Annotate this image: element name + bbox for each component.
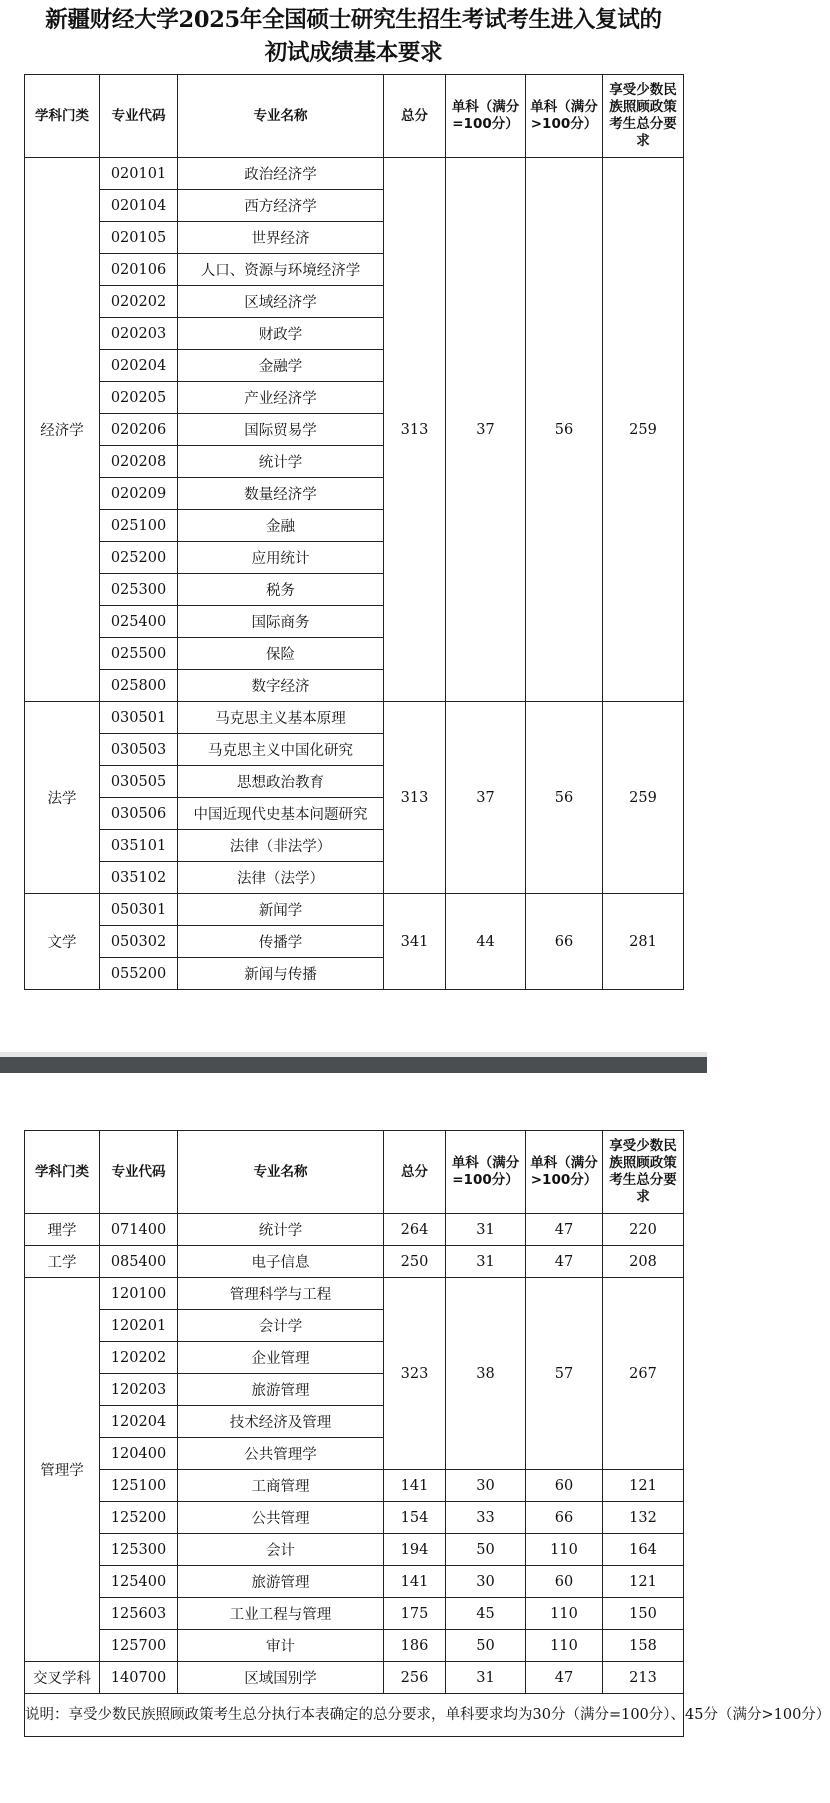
major-name-cell: 税务 — [178, 574, 384, 606]
major-code-cell: 120100 — [100, 1278, 178, 1310]
table-row — [25, 1630, 684, 1662]
major-name-cell: 国际贸易学 — [178, 414, 384, 446]
major-code-cell: 025100 — [100, 510, 178, 542]
major-name-cell: 金融学 — [178, 350, 384, 382]
major-name-cell: 产业经济学 — [178, 382, 384, 414]
category-cell: 工学 — [25, 1246, 100, 1278]
total-score-cell: 154 — [384, 1502, 446, 1534]
major-name-cell: 公共管理学 — [178, 1438, 384, 1470]
header-single-100: 单科（满分=100分） — [446, 75, 526, 158]
major-code-cell: 020101 — [100, 158, 178, 190]
total-score-cell: 313 — [384, 702, 446, 894]
header-category: 学科门类 — [25, 75, 100, 158]
major-code-cell: 030501 — [100, 702, 178, 734]
major-name-cell: 法律（法学） — [178, 862, 384, 894]
major-name-cell: 金融 — [178, 510, 384, 542]
minority-score-cell: 132 — [603, 1502, 684, 1534]
major-code-cell: 125200 — [100, 1502, 178, 1534]
major-code-cell: 020206 — [100, 414, 178, 446]
major-name-cell: 电子信息 — [178, 1246, 384, 1278]
minority-score-cell: 267 — [603, 1278, 684, 1470]
table-row — [25, 1566, 684, 1598]
major-code-cell: 125100 — [100, 1470, 178, 1502]
single-over-100-cell: 56 — [526, 702, 603, 894]
major-name-cell: 统计学 — [178, 1214, 384, 1246]
single-100-cell: 50 — [446, 1534, 526, 1566]
table-row — [25, 1534, 684, 1566]
title-line-2: 初试成绩基本要求 — [264, 40, 443, 66]
single-100-cell: 38 — [446, 1278, 526, 1470]
single-100-cell: 30 — [446, 1470, 526, 1502]
major-name-cell: 思想政治教育 — [178, 766, 384, 798]
table-row — [25, 158, 684, 190]
major-name-cell: 会计 — [178, 1534, 384, 1566]
total-score-cell: 313 — [384, 158, 446, 702]
major-name-cell: 传播学 — [178, 926, 384, 958]
single-100-cell: 31 — [446, 1214, 526, 1246]
major-code-cell: 035102 — [100, 862, 178, 894]
minority-score-cell: 213 — [603, 1662, 684, 1694]
single-over-100-cell: 110 — [526, 1534, 603, 1566]
total-score-cell: 256 — [384, 1662, 446, 1694]
minority-score-cell: 259 — [603, 702, 684, 894]
major-code-cell: 120204 — [100, 1406, 178, 1438]
major-name-cell: 管理科学与工程 — [178, 1278, 384, 1310]
major-name-cell: 工业工程与管理 — [178, 1598, 384, 1630]
header-single-100: 单科（满分=100分） — [446, 1131, 526, 1214]
major-name-cell: 中国近现代史基本问题研究 — [178, 798, 384, 830]
major-code-cell: 020203 — [100, 318, 178, 350]
header-name: 专业名称 — [178, 75, 384, 158]
major-code-cell: 055200 — [100, 958, 178, 990]
single-over-100-cell: 47 — [526, 1246, 603, 1278]
total-score-cell: 323 — [384, 1278, 446, 1470]
major-name-cell: 新闻学 — [178, 894, 384, 926]
major-name-cell: 应用统计 — [178, 542, 384, 574]
header-code: 专业代码 — [100, 1131, 178, 1214]
major-code-cell: 030506 — [100, 798, 178, 830]
major-name-cell: 马克思主义基本原理 — [178, 702, 384, 734]
table-header-row — [25, 75, 684, 158]
major-code-cell: 085400 — [100, 1246, 178, 1278]
total-score-cell: 141 — [384, 1470, 446, 1502]
single-over-100-cell: 47 — [526, 1662, 603, 1694]
single-100-cell: 44 — [446, 894, 526, 990]
major-name-cell: 世界经济 — [178, 222, 384, 254]
category-cell: 理学 — [25, 1214, 100, 1246]
total-score-cell: 341 — [384, 894, 446, 990]
total-score-cell: 264 — [384, 1214, 446, 1246]
note-row — [25, 1694, 684, 1737]
single-100-cell: 50 — [446, 1630, 526, 1662]
major-name-cell: 旅游管理 — [178, 1374, 384, 1406]
major-name-cell: 企业管理 — [178, 1342, 384, 1374]
major-code-cell: 020105 — [100, 222, 178, 254]
minority-score-cell: 259 — [603, 158, 684, 702]
header-single-over-100: 单科（满分>100分） — [526, 1131, 603, 1214]
major-code-cell: 025400 — [100, 606, 178, 638]
single-over-100-cell: 66 — [526, 1502, 603, 1534]
total-score-cell: 186 — [384, 1630, 446, 1662]
minority-score-cell: 150 — [603, 1598, 684, 1630]
major-code-cell: 025200 — [100, 542, 178, 574]
major-code-cell: 125603 — [100, 1598, 178, 1630]
table-row — [25, 1502, 684, 1534]
single-over-100-cell: 47 — [526, 1214, 603, 1246]
table-row — [25, 1278, 684, 1310]
major-name-cell: 马克思主义中国化研究 — [178, 734, 384, 766]
page-separator — [0, 1057, 707, 1073]
major-code-cell: 020204 — [100, 350, 178, 382]
single-100-cell: 31 — [446, 1662, 526, 1694]
single-over-100-cell: 60 — [526, 1470, 603, 1502]
table-row — [25, 1214, 684, 1246]
header-category: 学科门类 — [25, 1131, 100, 1214]
category-cell: 管理学 — [25, 1278, 100, 1662]
single-100-cell: 31 — [446, 1246, 526, 1278]
score-table-2 — [24, 1130, 830, 1737]
major-code-cell: 020106 — [100, 254, 178, 286]
header-minority: 享受少数民族照顾政策考生总分要求 — [603, 1131, 684, 1214]
major-code-cell: 050301 — [100, 894, 178, 926]
major-name-cell: 国际商务 — [178, 606, 384, 638]
major-name-cell: 区域经济学 — [178, 286, 384, 318]
single-over-100-cell: 110 — [526, 1598, 603, 1630]
total-score-cell: 194 — [384, 1534, 446, 1566]
major-name-cell: 会计学 — [178, 1310, 384, 1342]
minority-score-cell: 208 — [603, 1246, 684, 1278]
single-100-cell: 37 — [446, 158, 526, 702]
single-100-cell: 33 — [446, 1502, 526, 1534]
header-total: 总分 — [384, 75, 446, 158]
total-score-cell: 250 — [384, 1246, 446, 1278]
major-name-cell: 统计学 — [178, 446, 384, 478]
major-name-cell: 财政学 — [178, 318, 384, 350]
major-name-cell: 西方经济学 — [178, 190, 384, 222]
category-cell: 经济学 — [25, 158, 100, 702]
major-name-cell: 政治经济学 — [178, 158, 384, 190]
major-code-cell: 120202 — [100, 1342, 178, 1374]
major-code-cell: 125700 — [100, 1630, 178, 1662]
table-row — [25, 1598, 684, 1630]
single-100-cell: 45 — [446, 1598, 526, 1630]
major-code-cell: 020202 — [100, 286, 178, 318]
single-over-100-cell: 60 — [526, 1566, 603, 1598]
major-name-cell: 公共管理 — [178, 1502, 384, 1534]
title-line-1: 新疆财经大学2025年全国硕士研究生招生考试考生进入复试的 — [45, 7, 662, 33]
table-row — [25, 1662, 684, 1694]
total-score-cell: 175 — [384, 1598, 446, 1630]
major-name-cell: 区域国别学 — [178, 1662, 384, 1694]
major-code-cell: 125300 — [100, 1534, 178, 1566]
minority-score-cell: 121 — [603, 1566, 684, 1598]
major-name-cell: 技术经济及管理 — [178, 1406, 384, 1438]
major-code-cell: 025500 — [100, 638, 178, 670]
minority-score-cell: 164 — [603, 1534, 684, 1566]
major-name-cell: 法律（非法学） — [178, 830, 384, 862]
note-text: 说明：享受少数民族照顾政策考生总分执行本表确定的总分要求，单科要求均为30分（满分=100分）、45分（满分>100分） — [25, 1694, 684, 1737]
major-code-cell: 050302 — [100, 926, 178, 958]
category-cell: 法学 — [25, 702, 100, 894]
major-name-cell: 数字经济 — [178, 670, 384, 702]
header-minority: 享受少数民族照顾政策考生总分要求 — [603, 75, 684, 158]
major-name-cell: 旅游管理 — [178, 1566, 384, 1598]
score-table-1 — [24, 74, 684, 990]
table-header-row — [25, 1131, 684, 1214]
single-100-cell: 37 — [446, 702, 526, 894]
total-score-cell: 141 — [384, 1566, 446, 1598]
major-code-cell: 030505 — [100, 766, 178, 798]
major-code-cell: 020104 — [100, 190, 178, 222]
header-code: 专业代码 — [100, 75, 178, 158]
minority-score-cell: 121 — [603, 1470, 684, 1502]
major-name-cell: 人口、资源与环境经济学 — [178, 254, 384, 286]
single-over-100-cell: 66 — [526, 894, 603, 990]
major-code-cell: 120201 — [100, 1310, 178, 1342]
minority-score-cell: 220 — [603, 1214, 684, 1246]
major-code-cell: 071400 — [100, 1214, 178, 1246]
table-row — [25, 702, 684, 734]
single-100-cell: 30 — [446, 1566, 526, 1598]
header-single-over-100: 单科（满分>100分） — [526, 75, 603, 158]
table-row — [25, 894, 684, 926]
major-code-cell: 030503 — [100, 734, 178, 766]
table-row — [25, 1470, 684, 1502]
major-code-cell: 020205 — [100, 382, 178, 414]
document-title — [0, 4, 707, 70]
major-code-cell: 120203 — [100, 1374, 178, 1406]
header-name: 专业名称 — [178, 1131, 384, 1214]
minority-score-cell: 281 — [603, 894, 684, 990]
major-name-cell: 工商管理 — [178, 1470, 384, 1502]
single-over-100-cell: 110 — [526, 1630, 603, 1662]
major-code-cell: 120400 — [100, 1438, 178, 1470]
major-code-cell: 140700 — [100, 1662, 178, 1694]
header-total: 总分 — [384, 1131, 446, 1214]
major-name-cell: 保险 — [178, 638, 384, 670]
minority-score-cell: 158 — [603, 1630, 684, 1662]
major-code-cell: 035101 — [100, 830, 178, 862]
major-code-cell: 020208 — [100, 446, 178, 478]
major-name-cell: 新闻与传播 — [178, 958, 384, 990]
single-over-100-cell: 57 — [526, 1278, 603, 1470]
single-over-100-cell: 56 — [526, 158, 603, 702]
major-code-cell: 025800 — [100, 670, 178, 702]
category-cell: 文学 — [25, 894, 100, 990]
major-code-cell: 020209 — [100, 478, 178, 510]
major-code-cell: 125400 — [100, 1566, 178, 1598]
major-code-cell: 025300 — [100, 574, 178, 606]
major-name-cell: 数量经济学 — [178, 478, 384, 510]
table-row — [25, 1246, 684, 1278]
category-cell: 交叉学科 — [25, 1662, 100, 1694]
major-name-cell: 审计 — [178, 1630, 384, 1662]
